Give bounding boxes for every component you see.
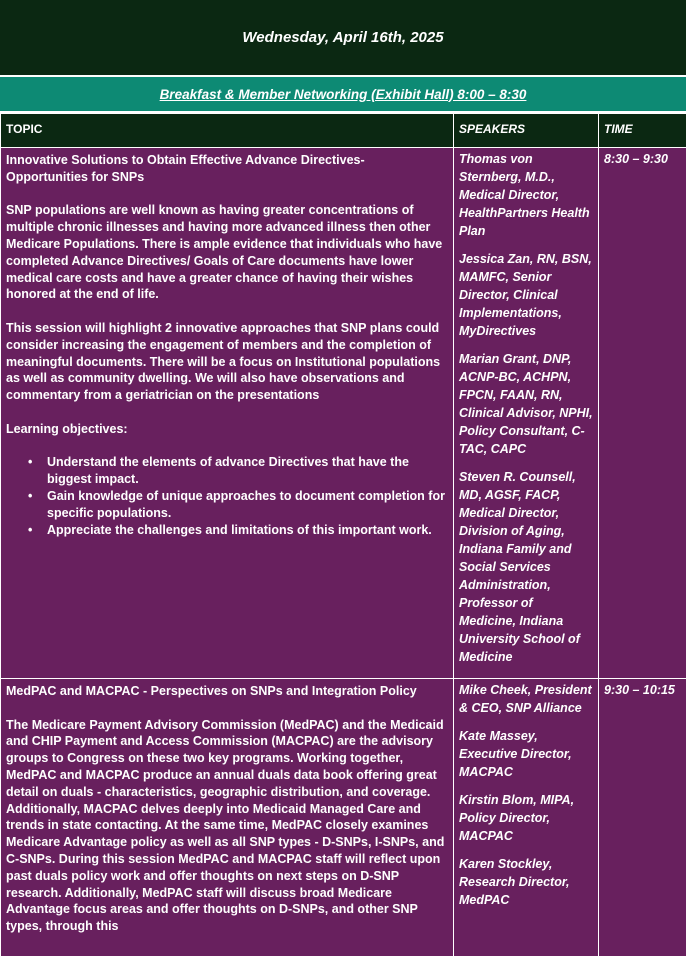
breakfast-banner	[0, 77, 686, 113]
session-title: Innovative Solutions to Obtain Effective Advance Directives- Opportunities for SNPs	[6, 153, 365, 184]
session-description: This session will highlight 2 innovative approaches that SNP plans could consider increasing the engagement of members and the completion of meaningful documents. There will be a focus on Institutional populations as well as community dwelling. We will also have observations and commentary from a geriatrician on the presentations	[6, 320, 441, 403]
objective-item: • Appreciate the challenges and limitations of this important work.	[28, 522, 432, 537]
bullet-icon: •	[28, 455, 33, 470]
learning-objectives-label: Learning objectives:	[6, 421, 128, 436]
speaker-entry: Thomas von Sternberg, M.D., Medical Director, HealthPartners Health Plan	[459, 152, 590, 238]
objective-item: • Gain knowledge of unique approaches to document completion for specific populations.	[28, 488, 445, 520]
speaker-entry: Steven R. Counsell, MD, AGSF, FACP, Medical Director, Division of Aging, Indiana Family and Social Services Administration, Professor of Medicine, Indiana University School of Medicine	[459, 470, 580, 664]
speaker-entry: Jessica Zan, RN, BSN, MAMFC, Senior Director, Clinical Implementations, MyDirectives	[459, 252, 592, 338]
table-header-row	[1, 114, 687, 148]
column-header-speakers: SPEAKERS	[454, 114, 599, 148]
session-time: 9:30 – 10:15	[604, 683, 675, 697]
session-description: The Medicare Payment Advisory Commission (MedPAC) and the Medicaid and CHIP Payment and Access Commission (MACPAC) are the advisory groups to Congress on these two key programs. Working together, MedPAC and MACPAC produce an annual duals data book offering great detail on duals - characteristics, geographic distribution, and coverage. Additionally, MACPAC delves deeply into Medicaid Managed Care and trends in state contacting. At the same time, MedPAC closely examines Medicare Advantage policy as well as all SNP types - D-SNPs, I-SNPs, and C-SNPs. During this session MedPAC and MACPAC staff will reflect upon past duals policy work and offer thoughts on next steps on D-SNP research. Additionally, MedPAC staff will discuss broad Medicare Advantage focus areas and offer thoughts on D-SNPs, and other SNP types, through this	[6, 717, 445, 934]
time-cell	[599, 679, 687, 957]
session-time: 8:30 – 9:30	[604, 152, 668, 166]
bullet-icon: •	[28, 522, 33, 537]
speaker-entry: Kirstin Blom, MIPA, Policy Director, MACPAC	[459, 793, 575, 843]
session-description: SNP populations are well known as having greater concentrations of multiple chronic illnesses and having more advanced illness then other Medicare Populations. There is ample evidence that individuals who have completed Advance Directives/ Goals of Care documents have lower medical care costs and have a greater chance of having their wishes honored at the end of life.	[6, 203, 443, 302]
column-header-time: TIME	[599, 114, 687, 148]
column-header-topic: TOPIC	[1, 114, 454, 148]
session-row	[1, 148, 687, 679]
speaker-entry: Mike Cheek, President & CEO, SNP Alliance	[459, 683, 592, 715]
speaker-entry: Kate Massey, Executive Director, MACPAC	[459, 729, 572, 779]
breakfast-heading: Breakfast & Member Networking (Exhibit Hall) 8:00 – 8:30	[159, 86, 527, 102]
date-heading: Wednesday, April 16th, 2025	[242, 29, 444, 46]
session-title: MedPAC and MACPAC - Perspectives on SNPs and Integration Policy	[6, 684, 417, 698]
topic-cell	[1, 679, 454, 957]
bullet-icon: •	[28, 488, 33, 503]
date-banner	[0, 0, 686, 77]
speaker-entry: Karen Stockley, Research Director, MedPAC	[459, 857, 570, 907]
schedule-table	[0, 113, 687, 957]
speaker-entry: Marian Grant, DNP, ACNP-BC, ACHPN, FPCN, FAAN, RN, Clinical Advisor, NPHI, Policy Consultant, C-TAC, CAPC	[459, 352, 593, 456]
time-cell	[599, 148, 687, 679]
speakers-cell	[454, 679, 599, 957]
objectives-list	[6, 454, 448, 538]
speakers-cell	[454, 148, 599, 679]
topic-cell	[1, 148, 454, 679]
session-row	[1, 679, 687, 957]
objective-item: • Understand the elements of advance Directives that have the biggest impact.	[28, 455, 409, 487]
